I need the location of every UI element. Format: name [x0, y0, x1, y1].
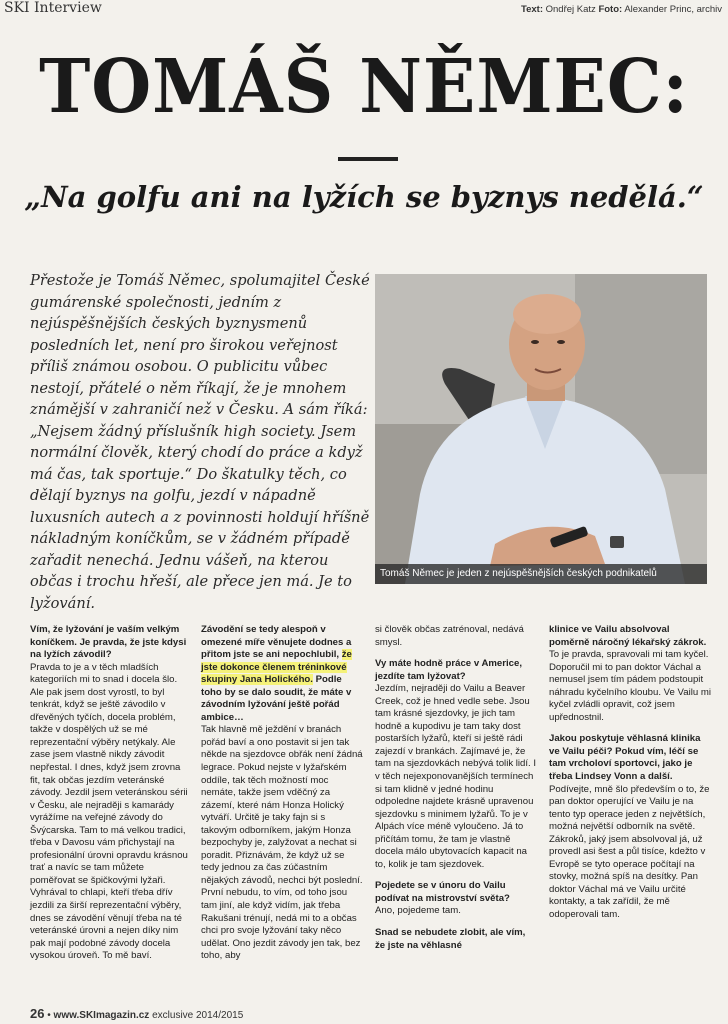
question: Snad se nebudete zlobit, ale vím, že jste na věhlasné [375, 927, 526, 951]
question-part: Podle toho by se dalo soudit, že máte v závodním lyžování ještě pořád ambice… [201, 674, 352, 723]
credits-text-author: Ondřej Katz [545, 4, 596, 15]
credits-photo-label: Foto: [598, 4, 623, 15]
answer: Ano, pojedeme tam. [375, 905, 461, 917]
column-4 [549, 624, 711, 922]
answer: Podívejte, mně šlo především o to, že pan doktor operující ve Vailu je na tento typ operace jeden z největších, možná největší odborník na světě. Zákroků, jaký jsem absolvoval já, už provedl asi šest a půl tisíce, kdežto v Evropě se tyto operace počítají na stovky, možná spíš na desítky. Pan doktor Váchal má ve Vailu určité kontakty, a tak zařídil, že mě odoperovali tam. [549, 783, 710, 921]
portrait-photo [375, 274, 707, 584]
section-label: SKI Interview [4, 0, 102, 16]
headline-rule [338, 157, 398, 161]
question: Pojedete se v únoru do Vailu podívat na mistrovství světa? [375, 880, 510, 904]
site-link[interactable]: www.SKImagazin.cz [53, 1010, 150, 1021]
question: klinice ve Vailu absolvoval poměrně náročný lékařský zákrok. [549, 624, 707, 648]
answer: Pravda to je a v těch mladších kategoriích mi to snad i docela šlo. Ale pak jsem dost vyrostl, to byl tenkrát, když se ještě závodilo v dřevěných tyčích, docela problém, takže v dospělých už se mé reprezentační výběry netýkaly. Ale zase jsem vlastně nikdy závodit nepřestal. I dnes, když jsem zrovna fit, tak občas jezdím veteránské závody. Jezdil jsem veteránskou sérii v Česku, ale nejradĕji s kamarády vyrážíme na veřejné závody do Švýcarska. Tam to má velkou tradici, třeba v Davosu vám přichystají na profesionální úrovni opravdu krásnou trať a navíc se tam můžete poměřovat se špičkovými lyžaři. Vyhrával to chlapi, kteří třeba dřív jezdili za širší reprezentační výběry, dnes se závodění věnují třeba na té veteránské úrovni a nejen díky nim pak mají podobné závody docela vysokou úroveň. To mě baví. [30, 661, 188, 962]
highlighted-text: že jste dokonce členem tréninkové skupiny Jana Holického. [201, 649, 352, 686]
question-part: Závodění se tedy alespoň v omezené míře věnujete dodnes a přitom jste se ani nepochlubil, [201, 624, 352, 661]
credits-photo-author: Alexander Princ, archiv [624, 4, 722, 15]
credits-text-label: Text: [520, 4, 543, 15]
headline: TOMÁŠ NĚMEC: [39, 44, 689, 130]
question: Jakou poskytuje věhlasná klinika ve Vailu péči? Pokud vím, léčí se tam vrcholoví sportovci, jako je třeba Lindsey Vonn a další. [549, 733, 701, 783]
answer: To je pravda, spravovali mi tam kyčel. Doporučil mi to pan doktor Váchal a nemusel jsem tím pádem podstoupit náhradu kyčelního kloubu. Ve Vailu mi kyčel zvládli opravit, což jsem upřednostnil. [549, 649, 711, 723]
issue-label: exclusive 2014/2015 [152, 1010, 244, 1021]
column-2 [201, 624, 363, 963]
answer: Jezdím, nejradĕji do Vailu a Beaver Creek, což je hned vedle sebe. Jsou tam krásné sjezdovky, je jich tam hodně a kupodivu je tam taky dost postarších lyžařů, kteří si ještě rádi zajezdí v brankách. Zajímavé je, že tam na sjezdovkách nebývá tolik lidí. I v těch nejexponovanějších termínech si tam klidně v jedné hodinu odpoledne najdete krásně upravenou sjezdovku s minimem lyžařů. To je v Alpách více méně vyloučeno. Já to přičítám tomu, že tam je vlastně docela málo ubytovacích kapacit na to, kolik je tam sjezdovek. [375, 683, 537, 870]
question [201, 624, 363, 724]
subtitle: „Na golfu ani na lyžích se byznys nedělá.“ [24, 180, 704, 214]
page-footer [30, 1006, 243, 1021]
answer: si člověk občas zatrénoval, nedává smysl. [375, 624, 524, 648]
answer: Tak hlavně mě ježdění v branách pořád baví a ono postavit si jen tak někde na sjezdovce obřák není žádná legrace. Pokud nejste v lyžařském oddíle, tak těch možností moc nemáte, takže jsem vděčný za zázemí, které nám Honza Holický vytváří. Určitě je taky fajn si s takovým odborníkem, jakým Honza bezpochyby je, zalyžovat a nechat si poradit. Přiznávám, že když už se tedy jednou za čas zúčastním nějakých závodů, nechci být poslední. První nebudu, to vím, od toho jsou tam jiní, ale když vidím, jak třeba Rakušani trénují, nedá mi to a občas chci pro svoje lyžování taky něco udělat. Ono jezdit závody jen tak, bez toho, aby [201, 724, 363, 962]
column-3 [375, 624, 537, 952]
page-number: 26 [30, 1006, 45, 1021]
credits [521, 4, 722, 15]
photo-caption: Tomáš Němec je jeden z nejúspěšnějších českých podnikatelů [375, 564, 707, 584]
column-1 [30, 624, 190, 963]
question: Vím, že lyžování je vaším velkým koníčkem. Je pravda, že jste kdysi na lyžích závodil? [30, 624, 187, 661]
page-header [0, 0, 728, 22]
lead-paragraph: Přestože je Tomáš Němec, spolumajitel České gumárenské společnosti, jedním z nejúspěšnějších českých byznysmenů posledních let, není pro širokou veřejnost příliš známou osobou. O publicitu vůbec nestojí, přátelé o něm říkají, že je mnohem známější v zahraničí než v Česku. A sám říká: „Nejsem žádný příslušník high society. Jsem normální člověk, který chodí do práce a když má čas, tak sportuje.“ Do škatulky těch, co dělají byznys na golfu, jezdí v nápadně luxusních autech a z povinnosti holdují hříšně nákladným koníčkům, se v žádném případě zařadit nenechá. Jednu vášeň, na kterou občas i trochu hřeší, ale přece jen má. Je to lyžování. [30, 272, 370, 612]
portrait-illustration [375, 274, 707, 584]
footer-bullet: • [47, 1010, 51, 1021]
question: Vy máte hodně práce v Americe, jezdíte tam lyžovat? [375, 658, 522, 682]
